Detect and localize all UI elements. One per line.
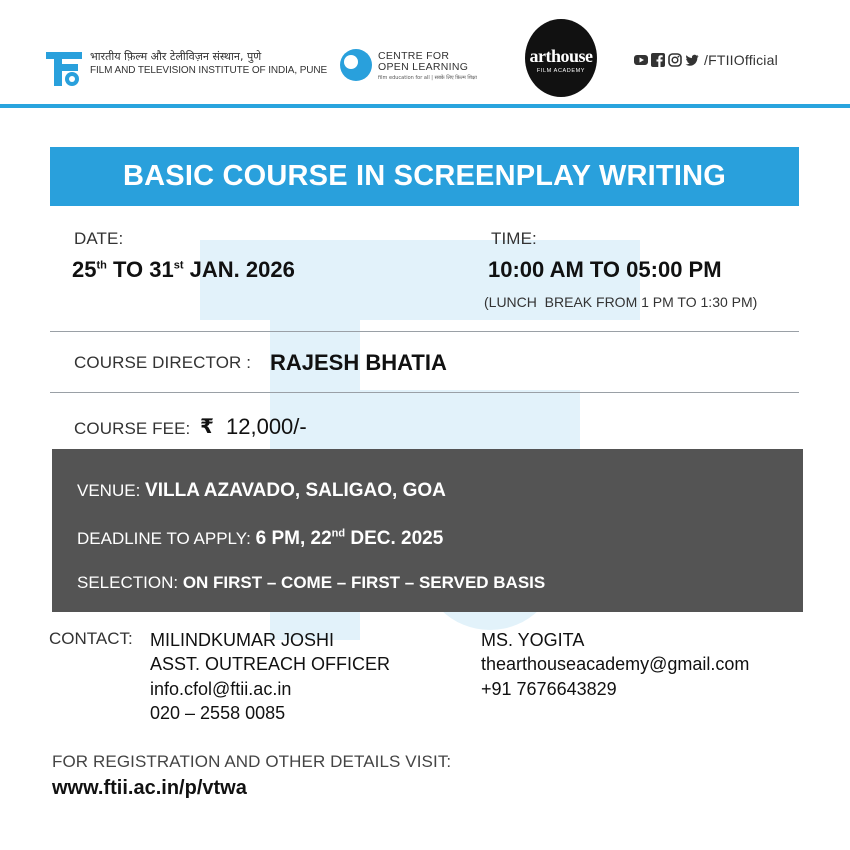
divider [50, 331, 799, 332]
cfol-name [378, 51, 477, 81]
ftii-english-name: FILM AND TELEVISION INSTITUTE OF INDIA, PUNE [90, 65, 328, 76]
date-label: DATE: [74, 229, 124, 248]
venue-value: VILLA AZAVADO, SALIGAO, GOA [145, 480, 446, 501]
header [0, 0, 850, 110]
deadline-value-b: DEC. 2025 [345, 528, 444, 549]
contact2-email[interactable]: thearthouseacademy@gmail.com [481, 654, 750, 674]
venue-label: VENUE: [77, 481, 146, 500]
cfol-line1: CENTRE FOR [378, 50, 450, 62]
time-label: TIME: [491, 229, 537, 248]
contact-email[interactable]: info.cfol@ftii.ac.in [150, 679, 292, 699]
social-handle[interactable]: /FTIIOfficial [704, 52, 778, 68]
date-value [72, 257, 295, 283]
ftii-hindi-name: भारतीय फ़िल्म और टेलीविज़न संस्थान, पुणे [90, 50, 262, 63]
date-day1: 25 [72, 257, 97, 282]
date-sup2: st [173, 259, 184, 272]
venue-row [77, 480, 446, 502]
social-links [634, 52, 778, 68]
registration-link[interactable]: www.ftii.ac.in/p/vtwa [52, 777, 247, 799]
instagram-icon[interactable] [668, 53, 682, 67]
arthouse-sub: FILM ACADEMY [536, 68, 586, 74]
facebook-icon[interactable] [651, 53, 665, 67]
course-title: BASIC COURSE IN SCREENPLAY WRITING [123, 160, 726, 192]
date-sup1: th [96, 259, 107, 272]
selection-value: ON FIRST – COME – FIRST – SERVED BASIS [182, 573, 546, 592]
deadline-value [256, 528, 444, 549]
lunch-note: (LUNCH BREAK FROM 1 PM TO 1:30 PM) [484, 294, 758, 310]
contact-role: ASST. OUTREACH OFFICER [150, 654, 391, 674]
fee-label: COURSE FEE: [74, 419, 191, 438]
deadline-label: DEADLINE TO APPLY: [77, 529, 256, 548]
contact-name: MILINDKUMAR JOSHI [150, 630, 335, 650]
selection-row [77, 573, 545, 593]
contact2-name: MS. YOGITA [481, 630, 585, 650]
cfol-line2: OPEN LEARNING [378, 61, 469, 73]
time-value: 10:00 AM TO 05:00 PM [488, 257, 722, 282]
fee-amount: 12,000/- [226, 414, 307, 439]
contact-phone[interactable]: 020 – 2558 0085 [150, 703, 286, 723]
deadline-sup: nd [331, 527, 346, 540]
director-label: COURSE DIRECTOR : [74, 353, 252, 372]
youtube-icon[interactable] [634, 53, 648, 67]
cfol-logo-icon [339, 48, 373, 82]
contact2-phone[interactable]: +91 7676643829 [481, 679, 617, 699]
details-box [52, 449, 803, 612]
title-banner [50, 147, 799, 206]
date-to: TO 31 [106, 257, 174, 282]
deadline-value-a: 6 PM, 22 [255, 528, 332, 549]
divider [50, 392, 799, 393]
twitter-icon[interactable] [685, 53, 699, 67]
arthouse-logo [525, 19, 597, 97]
contact-label: CONTACT: [49, 629, 133, 648]
rupee-icon: ₹ [200, 414, 214, 438]
date-rest: JAN. 2026 [183, 257, 295, 282]
ftii-name [90, 50, 327, 78]
cfol-tagline: film education for all | सबके लिए फ़िल्म शिक्षा [378, 75, 477, 81]
header-divider [0, 104, 850, 108]
selection-label: SELECTION: [77, 573, 183, 592]
deadline-row [77, 528, 443, 550]
ftii-logo-icon [44, 44, 84, 88]
registration-label: FOR REGISTRATION AND OTHER DETAILS VISIT: [52, 752, 452, 771]
arthouse-name: arthouse [529, 46, 593, 66]
director-name: RAJESH BHATIA [270, 350, 447, 375]
